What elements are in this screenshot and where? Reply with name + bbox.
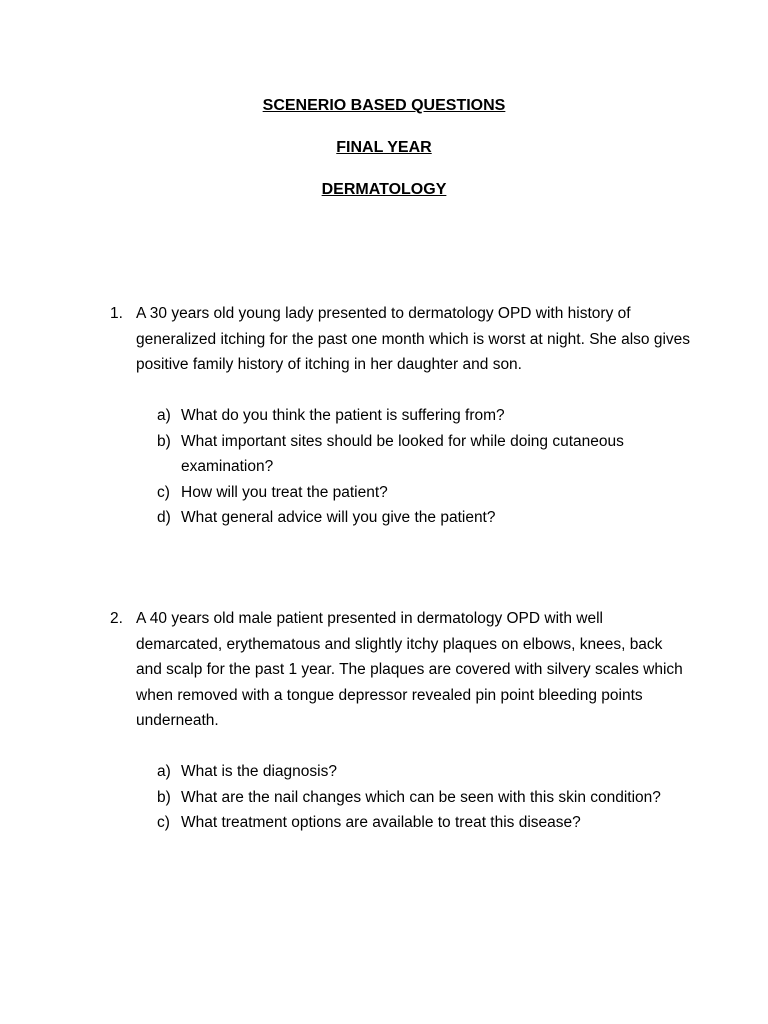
subquestion-label: a) [157, 763, 171, 780]
question-number: 1. [110, 305, 123, 322]
document-title: SCENERIO BASED QUESTIONS [262, 97, 506, 114]
subquestion-text: What general advice will you give the patient? [181, 509, 496, 526]
subquestion-label: c) [157, 483, 170, 501]
subquestion-text: What are the nail changes which can be seen with this skin condition? [181, 788, 661, 806]
subquestion-list [110, 759, 690, 836]
question-1 [110, 301, 690, 531]
subquestion-label: a) [157, 407, 171, 424]
question-text: A 40 years old male patient presented in dermatology OPD with well demarcated, erythematous and slightly itchy plaques on elbows, knees, back and scalp for the past 1 year. The plaques are covered with silvery scales which when removed with a tongue depressor revealed pin point bleeding points underneath. [136, 610, 683, 729]
subquestion-text: What treatment options are available to treat this disease? [181, 814, 581, 831]
year-heading: FINAL YEAR [336, 139, 432, 156]
subquestion-text: What do you think the patient is suffering from? [181, 407, 505, 424]
subquestion-label: b) [157, 788, 171, 806]
subquestion-label: c) [157, 814, 170, 831]
subquestion-text: What is the diagnosis? [181, 763, 337, 780]
question-2 [110, 606, 690, 836]
subquestion-text: What important sites should be looked for while doing cutaneous examination? [181, 432, 624, 475]
question-number: 2. [110, 610, 123, 627]
subquestion-label: d) [157, 509, 171, 526]
subquestion-list [110, 403, 690, 531]
subquestion [110, 759, 690, 785]
subquestion [110, 810, 690, 836]
subquestion-text: How will you treat the patient? [181, 483, 388, 501]
subquestion [110, 429, 690, 480]
subquestion [110, 785, 690, 811]
subquestion [110, 505, 690, 531]
subquestion [110, 480, 690, 506]
subquestion-label: b) [157, 432, 171, 450]
question-text: A 30 years old young lady presented to dermatology OPD with history of generalized itching for the past one month which is worst at night. She also gives positive family history of itching in her daughter and son. [136, 305, 691, 373]
subject-heading: DERMATOLOGY [321, 181, 447, 198]
subquestion [110, 403, 690, 429]
